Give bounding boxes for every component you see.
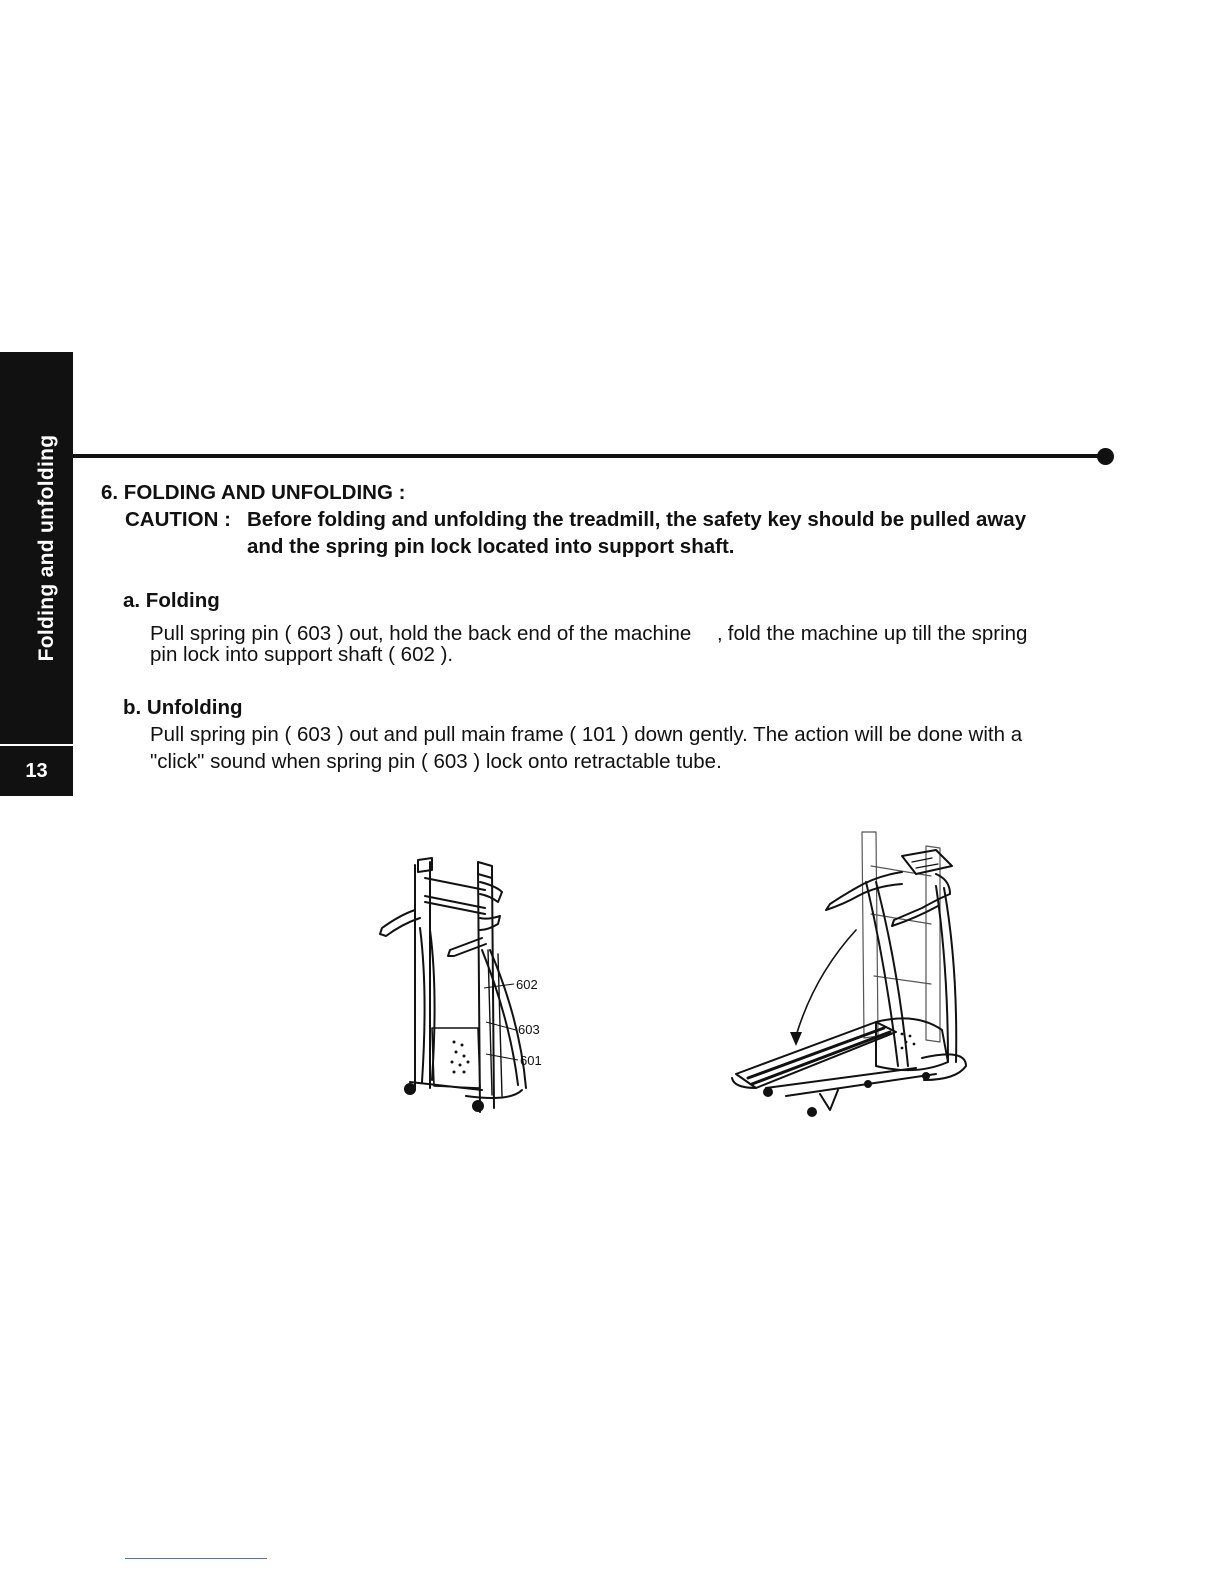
unfolded-treadmill-illustration xyxy=(726,826,976,1118)
bottom-underline xyxy=(125,1558,267,1559)
divider-end-dot xyxy=(1097,448,1114,465)
sidebar-section-label: Folding and unfolding xyxy=(35,434,58,662)
folding-title: a. Folding xyxy=(123,589,220,612)
page-number: 13 xyxy=(25,760,48,782)
callout-602: 602 xyxy=(516,977,538,992)
unfolding-title: b. Unfolding xyxy=(123,696,243,719)
caution-text-line2: and the spring pin lock located into support shaft. xyxy=(247,535,735,558)
folding-text-line2: pin lock into support shaft ( 602 ). xyxy=(150,643,454,666)
unfolding-text-line2: "click" sound when spring pin ( 603 ) lock onto retractable tube. xyxy=(150,750,722,773)
section-heading: 6. FOLDING AND UNFOLDING : xyxy=(101,481,406,504)
caution-label: CAUTION : xyxy=(125,508,231,531)
callout-603: 603 xyxy=(518,1022,540,1037)
unfolding-text-line1: Pull spring pin ( 603 ) out and pull main frame ( 101 ) down gently. The action will be done with a xyxy=(150,723,1023,746)
callout-601: 601 xyxy=(520,1053,542,1068)
caution-text-line1: Before folding and unfolding the treadmill, the safety key should be pulled away xyxy=(247,508,1027,531)
section-divider xyxy=(73,454,1105,458)
folding-text-line1: Pull spring pin ( 603 ) out, hold the back end of the machine ‚ fold the machine up till the spring xyxy=(150,622,1028,645)
folded-treadmill-illustration xyxy=(370,850,560,1120)
